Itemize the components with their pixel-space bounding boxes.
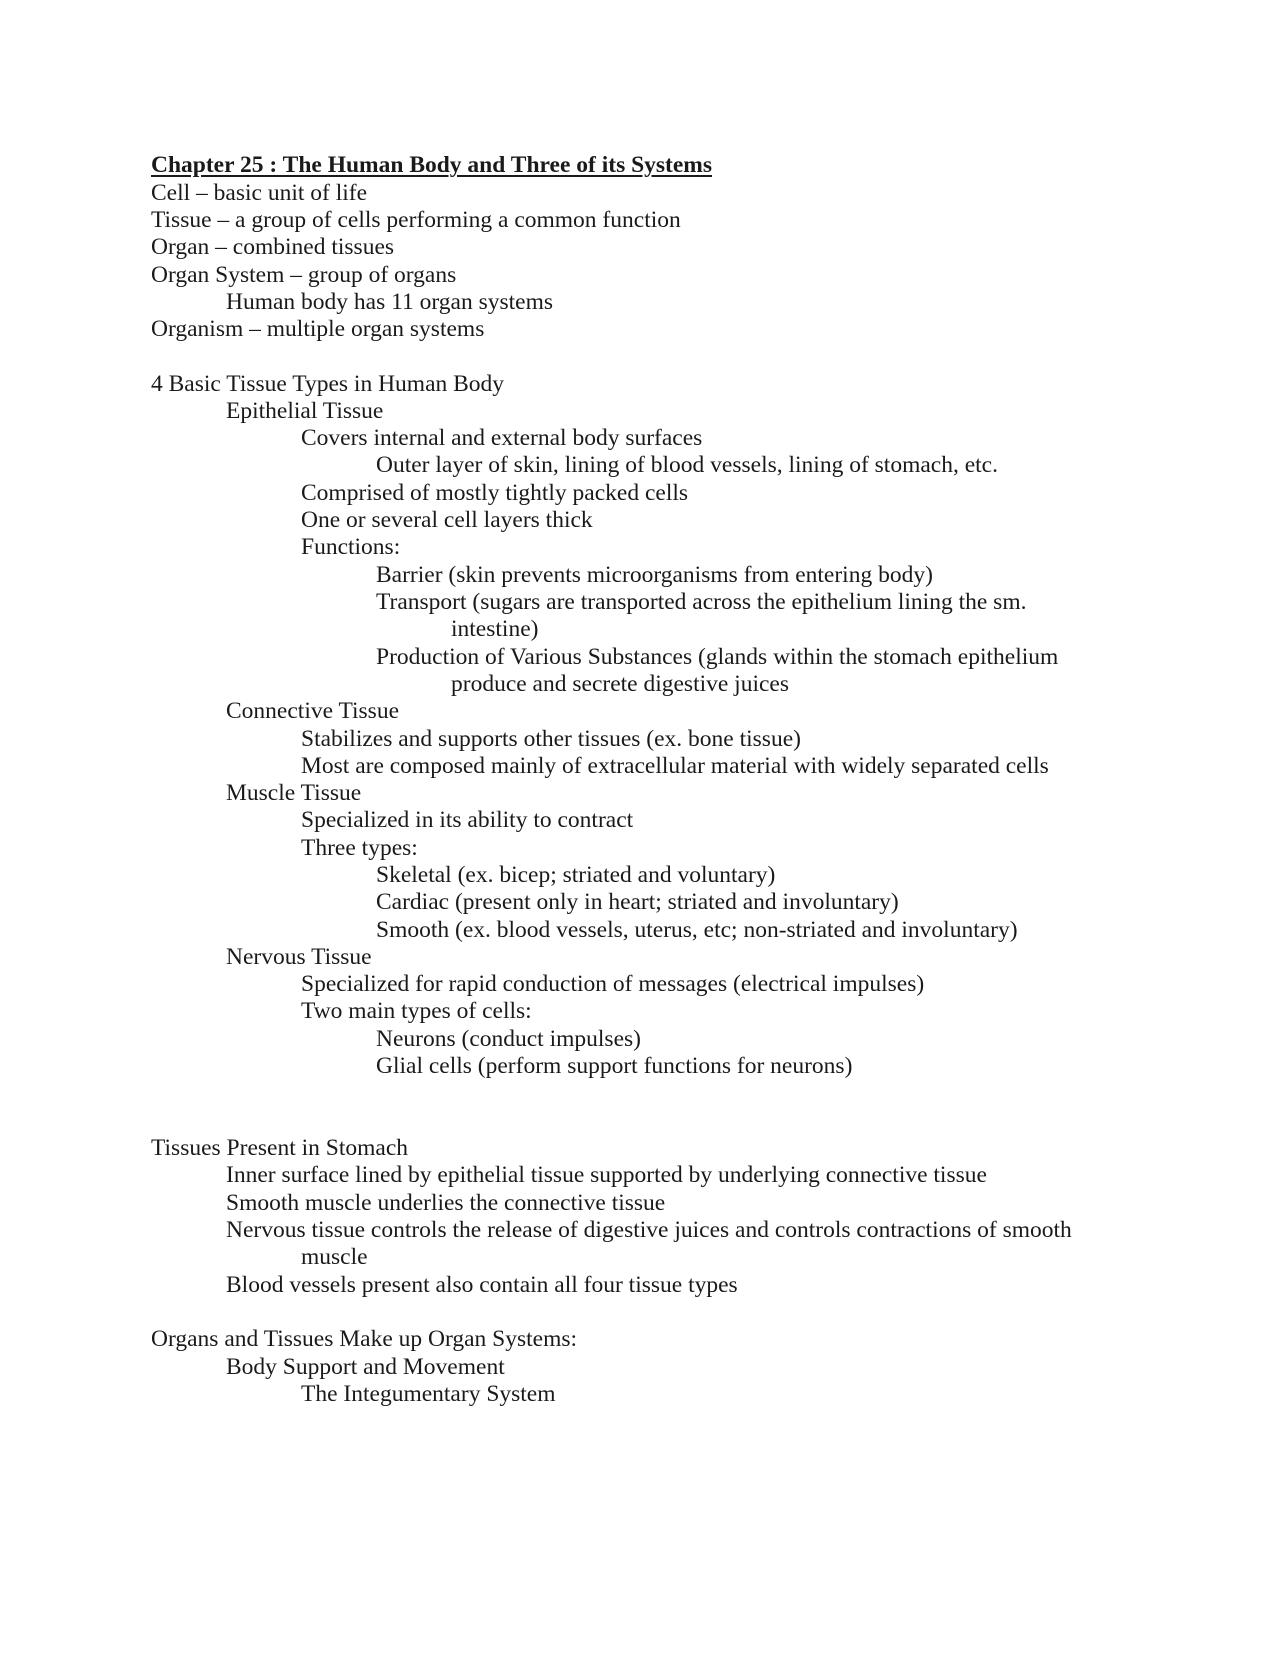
- text-line: Connective Tissue: [226, 698, 400, 724]
- text-line: Inner surface lined by epithelial tissue supported by underlying connective tissue: [226, 1162, 987, 1188]
- text-line: Blood vessels present also contain all four tissue types: [226, 1272, 738, 1298]
- text-line: Outer layer of skin, lining of blood vessels, lining of stomach, etc.: [376, 452, 998, 478]
- text-line: Smooth (ex. blood vessels, uterus, etc; non-striated and involuntary): [376, 917, 1018, 943]
- text-line: Cell – basic unit of life: [151, 180, 368, 206]
- text-line: Covers internal and external body surfaces: [301, 425, 703, 451]
- text-line: intestine): [451, 616, 539, 642]
- text-line: Organs and Tissues Make up Organ Systems:: [151, 1326, 578, 1352]
- text-line: One or several cell layers thick: [301, 507, 593, 533]
- text-line: Two main types of cells:: [301, 998, 532, 1024]
- text-line: Three types:: [301, 835, 418, 861]
- text-line: Tissue – a group of cells performing a common function: [151, 207, 681, 233]
- text-line: Organism – multiple organ systems: [151, 316, 485, 342]
- text-line: Tissues Present in Stomach: [151, 1135, 408, 1161]
- text-line: Comprised of mostly tightly packed cells: [301, 480, 689, 506]
- text-line: Functions:: [301, 534, 401, 560]
- text-line: Neurons (conduct impulses): [376, 1026, 641, 1052]
- text-line: Human body has 11 organ systems: [226, 289, 554, 315]
- text-line: Smooth muscle underlies the connective tissue: [226, 1190, 666, 1216]
- text-line: Barrier (skin prevents microorganisms from entering body): [376, 562, 933, 588]
- text-line: Organ – combined tissues: [151, 234, 395, 260]
- text-line: Stabilizes and supports other tissues (ex. bone tissue): [301, 726, 801, 752]
- text-line: Organ System – group of organs: [151, 262, 457, 288]
- text-line: Nervous tissue controls the release of digestive juices and controls contractions of smooth: [226, 1217, 1072, 1243]
- text-line: Transport (sugars are transported across the epithelium lining the sm.: [376, 589, 1027, 615]
- text-line: Nervous Tissue: [226, 944, 372, 970]
- text-line: Skeletal (ex. bicep; striated and voluntary): [376, 862, 776, 888]
- text-line: Body Support and Movement: [226, 1354, 505, 1380]
- text-line: Specialized for rapid conduction of messages (electrical impulses): [301, 971, 925, 997]
- text-line: produce and secrete digestive juices: [451, 671, 789, 697]
- text-line: Epithelial Tissue: [226, 398, 384, 424]
- text-line: The Integumentary System: [301, 1381, 556, 1407]
- text-line: Muscle Tissue: [226, 780, 362, 806]
- text-line: Glial cells (perform support functions for neurons): [376, 1053, 853, 1079]
- text-line: Specialized in its ability to contract: [301, 807, 634, 833]
- text-line: Most are composed mainly of extracellular material with widely separated cells: [301, 753, 1049, 779]
- text-line: Cardiac (present only in heart; striated and involuntary): [376, 889, 899, 915]
- page-title: Chapter 25 : The Human Body and Three of its Systems: [151, 152, 713, 178]
- text-line: Production of Various Substances (glands within the stomach epithelium: [376, 644, 1059, 670]
- text-line: muscle: [301, 1244, 368, 1270]
- text-line: 4 Basic Tissue Types in Human Body: [151, 371, 505, 397]
